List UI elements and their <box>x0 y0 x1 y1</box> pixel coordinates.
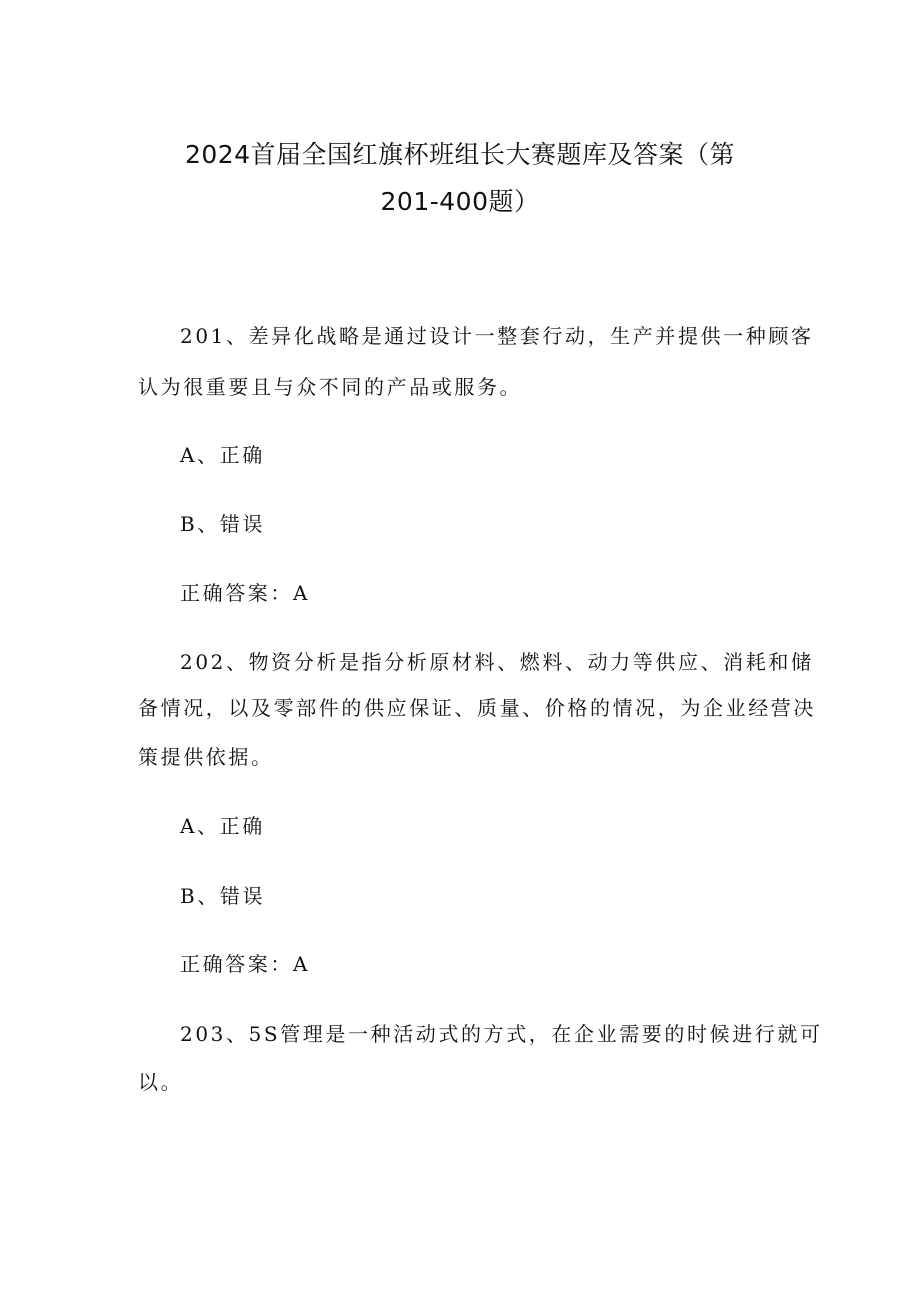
question-202-option-a: A、正确 <box>180 814 265 838</box>
question-202-line1: 202、物资分析是指分析原材料、燃料、动力等供应、消耗和储 <box>180 650 814 674</box>
question-201-line2: 认为很重要且与众不同的产品或服务。 <box>138 375 523 399</box>
question-201-line1: 201、差异化战略是通过设计一整套行动，生产并提供一种顾客 <box>180 324 814 348</box>
question-201-option-b: B、错误 <box>180 512 266 536</box>
question-201-option-a: A、正确 <box>180 443 265 467</box>
question-202-answer: 正确答案：A <box>180 952 311 976</box>
question-203-line1: 203、5S管理是一种活动式的方式，在企业需要的时候进行就可 <box>180 1022 823 1046</box>
document-title-line2: 201-400题） <box>380 187 540 216</box>
question-202-option-b: B、错误 <box>180 884 266 908</box>
question-203-line2: 以。 <box>138 1070 184 1094</box>
document-title-line1: 2024首届全国红旗杯班组长大赛题库及答案（第 <box>184 140 736 169</box>
question-202-line2: 备情况，以及零部件的供应保证、质量、价格的情况，为企业经营决 <box>138 696 816 720</box>
question-202-line3: 策提供依据。 <box>138 745 274 769</box>
question-201-answer: 正确答案：A <box>180 581 311 605</box>
